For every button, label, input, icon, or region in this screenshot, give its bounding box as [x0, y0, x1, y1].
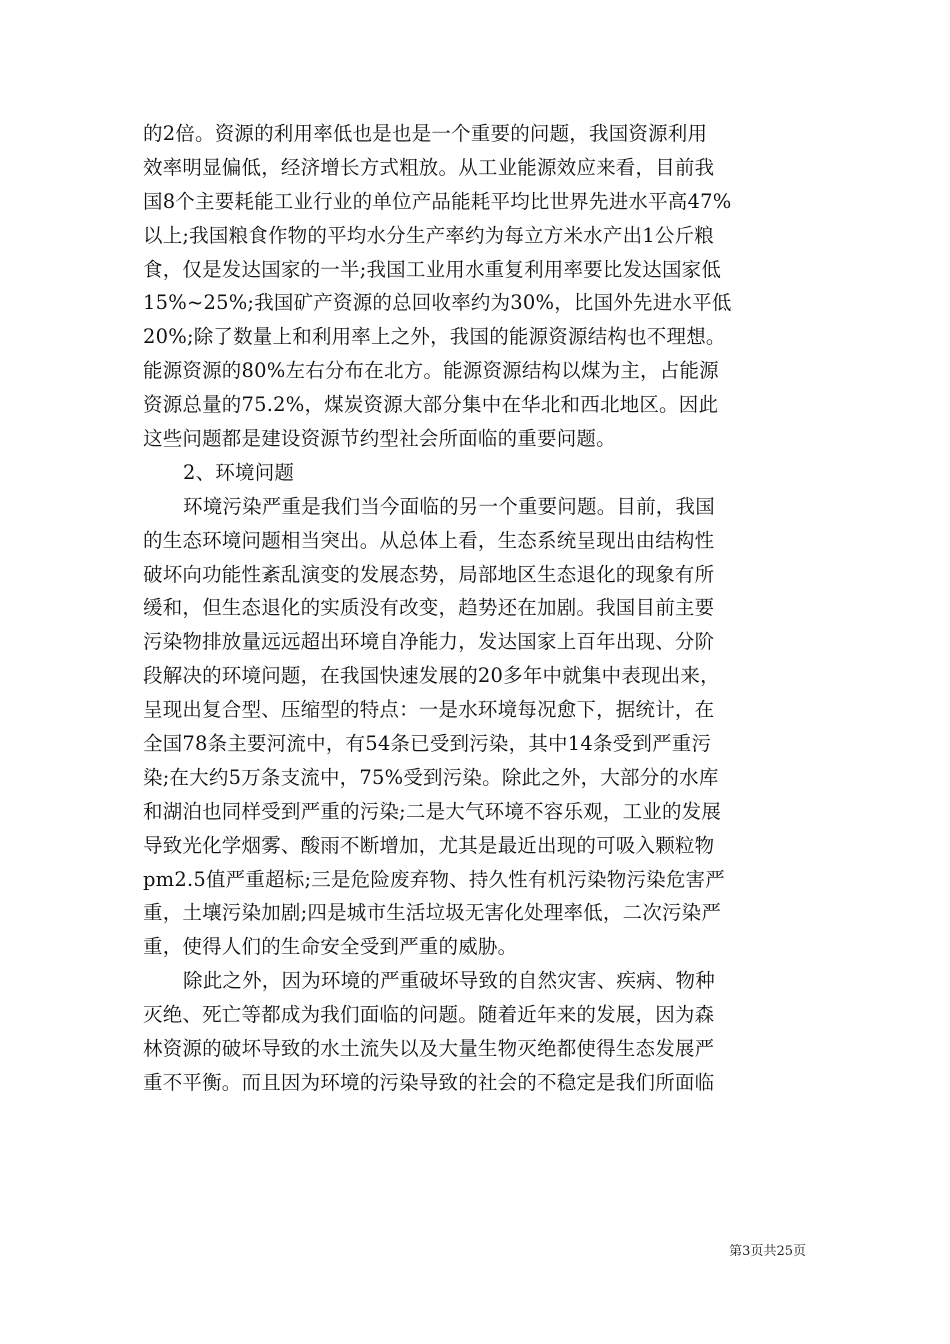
paragraph-first-line: 环境污染严重是我们当今面临的另一个重要问题。目前，我国: [183, 494, 715, 518]
page-number: 第3页共25页: [729, 1244, 806, 1259]
text-line: 和湖泊也同样受到严重的污染;二是大气环境不容乐观，工业的发展: [143, 799, 722, 823]
text-line: pm2.5值严重超标;三是危险废弃物、持久性有机污染物污染危害严: [143, 867, 725, 891]
text-line: 这些问题都是建设资源节约型社会所面临的重要问题。: [143, 427, 616, 451]
text-line: 资源总量的75.2%，煤炭资源大部分集中在华北和西北地区。因此: [143, 393, 719, 417]
text-line: 能源资源的80%左右分布在北方。能源资源结构以煤为主，占能源: [143, 359, 719, 383]
text-line: 以上;我国粮食作物的平均水分生产率约为每立方米水产出1公斤粮: [143, 223, 714, 247]
text-line: 食，仅是发达国家的一半;我国工业用水重复利用率要比发达国家低: [143, 257, 722, 281]
text-line: 破坏向功能性紊乱演变的发展态势，局部地区生态退化的现象有所: [143, 562, 715, 586]
text-line: 重不平衡。而且因为环境的污染导致的社会的不稳定是我们所面临: [143, 1070, 715, 1094]
text-line: 段解决的环境问题，在我国快速发展的20多年中就集中表现出来，: [143, 664, 720, 688]
text-line: 效率明显偏低，经济增长方式粗放。从工业能源效应来看，目前我: [143, 155, 715, 179]
text-line: 重，使得人们的生命安全受到严重的威胁。: [143, 935, 518, 959]
text-line: 呈现出复合型、压缩型的特点：一是水环境每况愈下，据统计，在: [143, 698, 715, 722]
text-line: 灭绝、死亡等都成为我们面临的问题。随着近年来的发展，因为森: [143, 1003, 715, 1027]
text-line: 全国78条主要河流中，有54条已受到污染，其中14条受到严重污: [143, 732, 712, 756]
text-line: 15%~25%;我国矿产资源的总回收率约为30%，比国外先进水平低: [143, 291, 732, 315]
text-line: 缓和，但生态退化的实质没有改变，趋势还在加剧。我国目前主要: [143, 596, 715, 620]
text-line: 重，土壤污染加剧;四是城市生活垃圾无害化处理率低，二次污染严: [143, 901, 722, 925]
text-line: 导致光化学烟雾、酸雨不断增加，尤其是最近出现的可吸入颗粒物: [143, 833, 715, 857]
text-line: 国8个主要耗能工业行业的单位产品能耗平均比世界先进水平高47%: [143, 189, 732, 213]
text-line: 的生态环境问题相当突出。从总体上看，生态系统呈现出由结构性: [143, 528, 715, 552]
section-heading: 2、环境问题: [183, 460, 295, 484]
text-line: 染;在大约5万条支流中，75%受到污染。除此之外，大部分的水库: [143, 765, 719, 789]
document-body: [143, 117, 809, 1100]
text-line: 20%;除了数量上和利用率上之外，我国的能源资源结构也不理想。: [143, 325, 726, 349]
text-line: 林资源的破坏导致的水土流失以及大量生物灭绝都使得生态发展严: [143, 1037, 715, 1061]
text-line: 的2倍。资源的利用率低也是也是一个重要的问题，我国资源利用: [143, 122, 708, 145]
paragraph-first-line: 除此之外，因为环境的严重破坏导致的自然灾害、疾病、物种: [183, 969, 715, 993]
text-line: 污染物排放量远远超出环境自净能力，发达国家上百年出现、分阶: [143, 630, 715, 654]
